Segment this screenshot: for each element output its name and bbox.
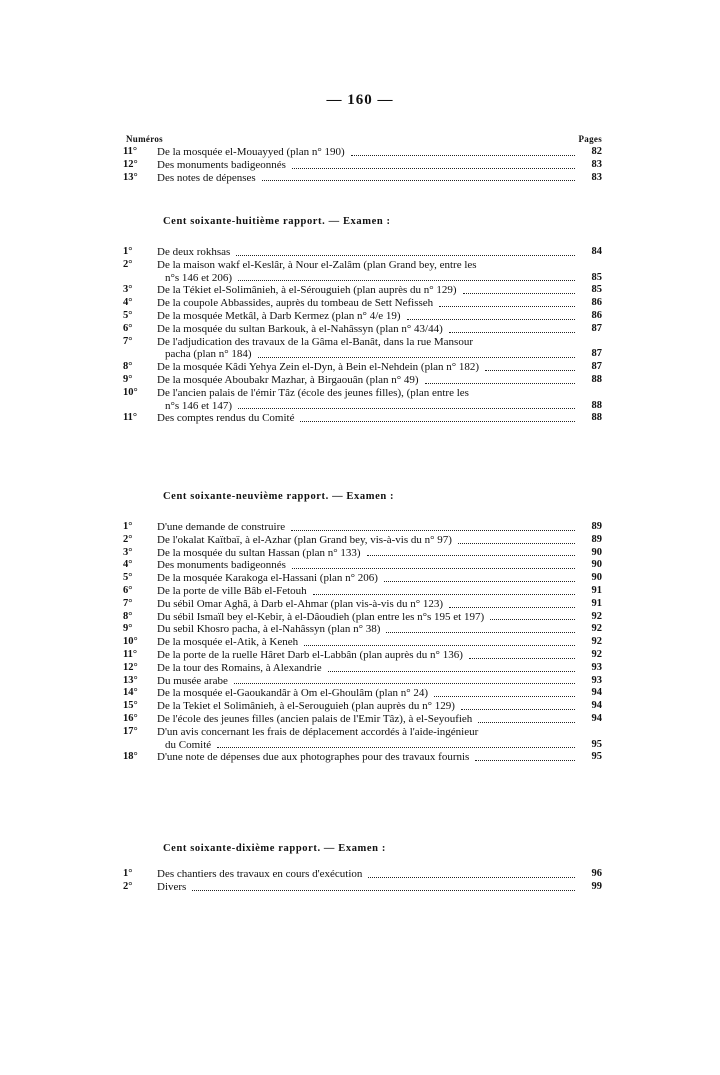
entry-text <box>157 246 575 259</box>
entry-line <box>157 713 575 726</box>
entry-line <box>157 687 575 700</box>
entry-line-text: De l'okalat Kaïtbaï, à el-Azhar (plan Grand bey, vis-à-vis du n° 97) <box>157 533 452 546</box>
dot-leader <box>458 542 575 544</box>
dot-leader <box>475 759 575 761</box>
toc-entry <box>0 713 720 726</box>
entry-number: 12° <box>123 661 138 673</box>
toc-entry <box>0 323 720 336</box>
entry-line-text: Des comptes rendus du Comité <box>157 412 295 425</box>
entry-line-text: De la porte de la ruelle Hâret Darb el-Labbân (plan auprès du n° 136) <box>157 648 463 661</box>
entry-page: 87 <box>591 348 602 360</box>
dot-leader <box>234 682 575 684</box>
toc-entry <box>0 374 720 387</box>
heading-prefix: Cent soixante-huitième rapport. — <box>163 216 343 227</box>
entry-list <box>0 246 720 425</box>
entry-page: 93 <box>591 661 602 673</box>
entry-text <box>157 675 575 688</box>
entry-line-text: pacha (plan n° 184) <box>165 348 252 361</box>
entry-line-text: De la mosquée el-Atik, à Keneh <box>157 636 299 649</box>
entry-text <box>157 649 575 662</box>
entry-text <box>157 521 575 534</box>
dot-leader <box>386 631 575 633</box>
entry-line-text: De l'adjudication des travaux de la Gâma el-Banât, dans la rue Mansour <box>157 335 473 348</box>
toc-entry <box>0 387 720 413</box>
entry-page: 83 <box>591 158 602 170</box>
toc-entry <box>0 585 720 598</box>
entry-text <box>157 881 575 894</box>
toc-entry <box>0 259 720 285</box>
entry-number: 4° <box>123 297 133 309</box>
entry-text <box>157 572 575 585</box>
toc-entry <box>0 675 720 688</box>
entry-line <box>165 272 575 285</box>
entry-text <box>157 387 575 413</box>
heading-emph: Examen <box>338 843 379 854</box>
entry-line <box>157 387 575 400</box>
entry-text <box>157 611 575 624</box>
dot-leader <box>238 279 575 281</box>
entry-text <box>157 310 575 323</box>
entry-page: 92 <box>591 610 602 622</box>
entry-line-text: De la mosquée du sultan Hassan (plan n° 133) <box>157 546 361 559</box>
entry-line-text: De la mosquée el-Gaoukandâr à Om el-Ghoulâm (plan n° 24) <box>157 687 429 700</box>
entry-line-text: du Comité <box>165 738 212 751</box>
entry-number: 11° <box>123 146 138 157</box>
entry-line-text: De la porte de ville Bâb el-Fetouh <box>157 584 307 597</box>
entry-line-text: De la coupole Abbassides, auprès du tombeau de Sett Nefisseh <box>157 297 434 310</box>
entry-line-text: De la maison wakf el-Keslâr, à Nour el-Zalâm (plan Grand bey, entre les <box>157 258 477 271</box>
entry-number: 1° <box>123 246 133 257</box>
entry-page: 94 <box>591 700 602 712</box>
toc-entry <box>0 559 720 572</box>
entry-line <box>157 881 575 894</box>
entry-line-text: De l'ancien palais de l'émir Tâz (école des jeunes filles), (plan entre les <box>157 386 469 399</box>
entry-number: 17° <box>123 725 138 737</box>
entry-number: 9° <box>123 373 133 385</box>
entry-text <box>157 868 575 881</box>
entry-number: 7° <box>123 597 133 609</box>
entry-number: 2° <box>123 533 133 545</box>
entry-page: 89 <box>591 521 602 532</box>
entry-line <box>157 598 575 611</box>
entry-line <box>157 336 575 349</box>
toc-entry <box>0 881 720 894</box>
entry-number: 18° <box>123 751 138 763</box>
entry-page: 89 <box>591 533 602 545</box>
entry-line <box>157 159 575 172</box>
entry-line <box>165 400 575 413</box>
dot-leader <box>425 382 575 384</box>
entry-page: 94 <box>591 687 602 699</box>
entry-line <box>157 636 575 649</box>
entry-page: 90 <box>591 546 602 558</box>
dot-leader <box>304 644 575 646</box>
dot-leader <box>236 254 575 256</box>
toc-entry <box>0 310 720 323</box>
entry-line-text: n°s 146 et 147) <box>165 399 233 412</box>
entry-page: 95 <box>591 751 602 763</box>
entry-text <box>157 559 575 572</box>
entry-text <box>157 726 575 752</box>
entry-line <box>157 323 575 336</box>
dot-leader <box>469 657 575 659</box>
entry-text <box>157 713 575 726</box>
entry-line <box>157 534 575 547</box>
toc-entry <box>0 649 720 662</box>
entry-line-text: D'un avis concernant les frais de déplacement accordés à l'aide-ingénieur <box>157 725 479 738</box>
dot-leader <box>490 618 575 620</box>
entry-line <box>157 611 575 624</box>
entry-page: 96 <box>591 868 602 879</box>
dot-leader <box>292 167 575 169</box>
entry-line-text: Des chantiers des travaux en cours d'exécution <box>157 868 363 880</box>
toc-entry <box>0 598 720 611</box>
entry-line-text: Des monuments badigeonnés <box>157 158 286 171</box>
entry-number: 11° <box>123 648 138 660</box>
entry-page: 94 <box>591 712 602 724</box>
entry-number: 15° <box>123 700 138 712</box>
entry-line-text: De la mosquée Aboubakr Mazhar, à Birgaouân (plan n° 49) <box>157 373 419 386</box>
entry-line <box>157 521 575 534</box>
entry-page: 92 <box>591 636 602 648</box>
entry-page: 85 <box>591 271 602 283</box>
toc-entry <box>0 521 720 534</box>
entry-line <box>157 751 575 764</box>
entry-number: 5° <box>123 309 133 321</box>
entry-number: 9° <box>123 623 133 635</box>
entry-line <box>157 172 575 185</box>
entry-page: 88 <box>591 373 602 385</box>
entry-list <box>0 868 720 894</box>
dot-leader <box>328 670 575 672</box>
toc-entry <box>0 246 720 259</box>
dot-leader <box>449 606 575 608</box>
dot-leader <box>384 580 575 582</box>
entry-number: 8° <box>123 361 133 373</box>
entry-text <box>157 374 575 387</box>
entry-page: 91 <box>591 597 602 609</box>
entry-text <box>157 323 575 336</box>
entry-line-text: Divers <box>157 880 187 893</box>
entry-page: 92 <box>591 648 602 660</box>
entry-text <box>157 297 575 310</box>
entry-line-text: De la mosquée du sultan Barkouk, à el-Nahâssyn (plan n° 43/44) <box>157 322 443 335</box>
numeros-column-head: Numéros <box>126 134 163 144</box>
entry-line <box>157 585 575 598</box>
dot-leader <box>449 331 575 333</box>
entry-line-text: De la mosquée Kâdi Yehya Zein el-Dyn, à Bein el-Nehdein (plan n° 182) <box>157 361 480 374</box>
entry-text <box>157 172 575 185</box>
entry-number: 7° <box>123 335 133 347</box>
pages-column-head: Pages <box>578 134 602 144</box>
entry-line-text: D'une note de dépenses due aux photographes pour des travaux fournis <box>157 751 470 764</box>
entry-page: 95 <box>591 738 602 750</box>
entry-line-text: De la tour des Romains, à Alexandrie <box>157 661 322 674</box>
entry-line <box>157 649 575 662</box>
entry-page: 83 <box>591 171 602 183</box>
entry-line <box>157 284 575 297</box>
section-heading <box>163 843 386 854</box>
toc-entry <box>0 547 720 560</box>
entry-line <box>157 559 575 572</box>
entry-number: 1° <box>123 868 133 879</box>
entry-text <box>157 547 575 560</box>
entry-number: 14° <box>123 687 138 699</box>
entry-text <box>157 662 575 675</box>
entry-line <box>157 297 575 310</box>
entry-page: 86 <box>591 309 602 321</box>
entry-line <box>157 675 575 688</box>
entry-page: 90 <box>591 572 602 584</box>
entry-list <box>0 146 720 184</box>
toc-entry <box>0 572 720 585</box>
toc-entry <box>0 611 720 624</box>
toc-entry <box>0 297 720 310</box>
entry-page: 88 <box>591 412 602 424</box>
entry-line <box>165 739 575 752</box>
entry-text <box>157 636 575 649</box>
entry-number: 12° <box>123 158 138 170</box>
section-heading <box>163 491 394 502</box>
heading-prefix: Cent soixante-neuvième rapport. — <box>163 491 347 502</box>
toc-entry <box>0 662 720 675</box>
dot-leader <box>478 721 575 723</box>
heading-emph: Examen <box>342 216 384 227</box>
entry-page: 86 <box>591 297 602 309</box>
entry-line <box>157 623 575 636</box>
entry-list <box>0 521 720 764</box>
entry-number: 13° <box>123 171 138 183</box>
entry-number: 3° <box>123 546 133 558</box>
entry-text <box>157 284 575 297</box>
entry-page: 85 <box>591 284 602 296</box>
entry-text <box>157 751 575 764</box>
entry-line-text: n°s 146 et 206) <box>165 271 233 284</box>
entry-line-text: Du musée arabe <box>157 674 228 687</box>
entry-line <box>157 547 575 560</box>
entry-text <box>157 146 575 159</box>
entry-page: 92 <box>591 623 602 635</box>
entry-text <box>157 361 575 374</box>
entry-line <box>157 572 575 585</box>
entry-line <box>157 374 575 387</box>
entry-text <box>157 598 575 611</box>
dot-leader <box>258 356 575 358</box>
entry-number: 1° <box>123 521 133 532</box>
dot-leader <box>407 318 575 320</box>
toc-entry <box>0 687 720 700</box>
heading-prefix: Cent soixante-dixième rapport. — <box>163 843 339 854</box>
entry-page: 99 <box>591 880 602 892</box>
toc-entry <box>0 726 720 752</box>
entry-line-text: De la mosquée Karakoga el-Hassani (plan n° 206) <box>157 572 378 585</box>
entry-line-text: Du sébil Ismaïl bey el-Kebir, à el-Dâoudieh (plan entre les n°s 195 et 197) <box>157 610 485 623</box>
toc-entry <box>0 700 720 713</box>
entry-line <box>157 146 575 159</box>
toc-entry <box>0 868 720 881</box>
entry-line <box>157 662 575 675</box>
entry-line-text: De l'école des jeunes filles (ancien palais de l'Emir Tâz), à el-Seyoufieh <box>157 712 473 725</box>
entry-line <box>157 259 575 272</box>
entry-page: 88 <box>591 399 602 411</box>
entry-number: 6° <box>123 322 133 334</box>
entry-line <box>157 868 575 881</box>
entry-number: 5° <box>123 572 133 584</box>
entry-page: 84 <box>591 246 602 257</box>
toc-entry <box>0 159 720 172</box>
toc-entry <box>0 623 720 636</box>
entry-line <box>165 348 575 361</box>
page-number: — 160 — <box>326 92 394 108</box>
heading-emph: Examen <box>346 491 387 502</box>
entry-line-text: Du sébil Omar Aghâ, à Darb el-Ahmar (plan vis-à-vis du n° 123) <box>157 597 444 610</box>
entry-line <box>157 361 575 374</box>
heading-suffix: : <box>378 843 386 854</box>
entry-text <box>157 259 575 285</box>
dot-leader <box>367 554 575 556</box>
entry-page: 93 <box>591 674 602 686</box>
entry-number: 4° <box>123 559 133 571</box>
dot-leader <box>262 179 575 181</box>
dot-leader <box>292 567 575 569</box>
entry-page: 90 <box>591 559 602 571</box>
heading-suffix: : <box>386 491 395 502</box>
dot-leader <box>434 695 575 697</box>
entry-text <box>157 687 575 700</box>
entry-line-text: De la Tekiet el Solimânieh, à el-Serouguieh (plan auprès du n° 129) <box>157 700 455 713</box>
entry-number: 10° <box>123 636 138 648</box>
entry-line <box>157 726 575 739</box>
entry-text <box>157 336 575 362</box>
entry-line-text: Des notes de dépenses <box>157 171 256 184</box>
toc-entry <box>0 412 720 425</box>
entry-line-text: Du sebil Khosro pacha, à el-Nahâssyn (plan n° 38) <box>157 623 381 636</box>
entry-number: 3° <box>123 284 133 296</box>
dot-leader <box>368 876 575 878</box>
entry-line-text: De la mosquée el-Mouayyed (plan n° 190) <box>157 146 345 158</box>
entry-page: 91 <box>591 584 602 596</box>
toc-entry <box>0 534 720 547</box>
toc-entry <box>0 361 720 374</box>
entry-line-text: D'une demande de construire <box>157 521 286 533</box>
entry-text <box>157 412 575 425</box>
dot-leader <box>351 154 575 156</box>
entry-line-text: De deux rokhsas <box>157 246 231 258</box>
entry-line <box>157 246 575 259</box>
toc-entry <box>0 336 720 362</box>
toc-entry <box>0 751 720 764</box>
dot-leader <box>291 529 575 531</box>
entry-text <box>157 623 575 636</box>
toc-entry <box>0 636 720 649</box>
dot-leader <box>439 305 575 307</box>
entry-number: 13° <box>123 674 138 686</box>
dot-leader <box>461 708 575 710</box>
entry-line <box>157 310 575 323</box>
entry-line <box>157 412 575 425</box>
entry-number: 10° <box>123 386 138 398</box>
entry-line-text: De la Tékiet el-Solimânieh, à el-Sérouguieh (plan auprès du n° 129) <box>157 284 457 297</box>
entry-number: 8° <box>123 610 133 622</box>
dot-leader <box>485 369 575 371</box>
entry-number: 6° <box>123 584 133 596</box>
entry-line-text: De la mosquée Metkâl, à Darb Kermez (plan n° 4/e 19) <box>157 309 401 322</box>
toc-entry <box>0 146 720 159</box>
toc-entry <box>0 172 720 185</box>
entry-number: 2° <box>123 258 133 270</box>
entry-text <box>157 159 575 172</box>
toc-entry <box>0 284 720 297</box>
entry-line-text: Des monuments badigeonnés <box>157 559 286 572</box>
dot-leader <box>192 889 575 891</box>
entry-page: 82 <box>591 146 602 157</box>
entry-line <box>157 700 575 713</box>
dot-leader <box>463 292 575 294</box>
section-heading <box>163 216 391 227</box>
dot-leader <box>238 407 575 409</box>
entry-number: 16° <box>123 712 138 724</box>
dot-leader <box>313 593 575 595</box>
heading-suffix: : <box>383 216 391 227</box>
entry-text <box>157 700 575 713</box>
entry-number: 11° <box>123 412 138 424</box>
entry-text <box>157 585 575 598</box>
entry-text <box>157 534 575 547</box>
dot-leader <box>300 420 575 422</box>
entry-page: 87 <box>591 361 602 373</box>
entry-page: 87 <box>591 322 602 334</box>
entry-number: 2° <box>123 880 133 892</box>
dot-leader <box>217 746 575 748</box>
